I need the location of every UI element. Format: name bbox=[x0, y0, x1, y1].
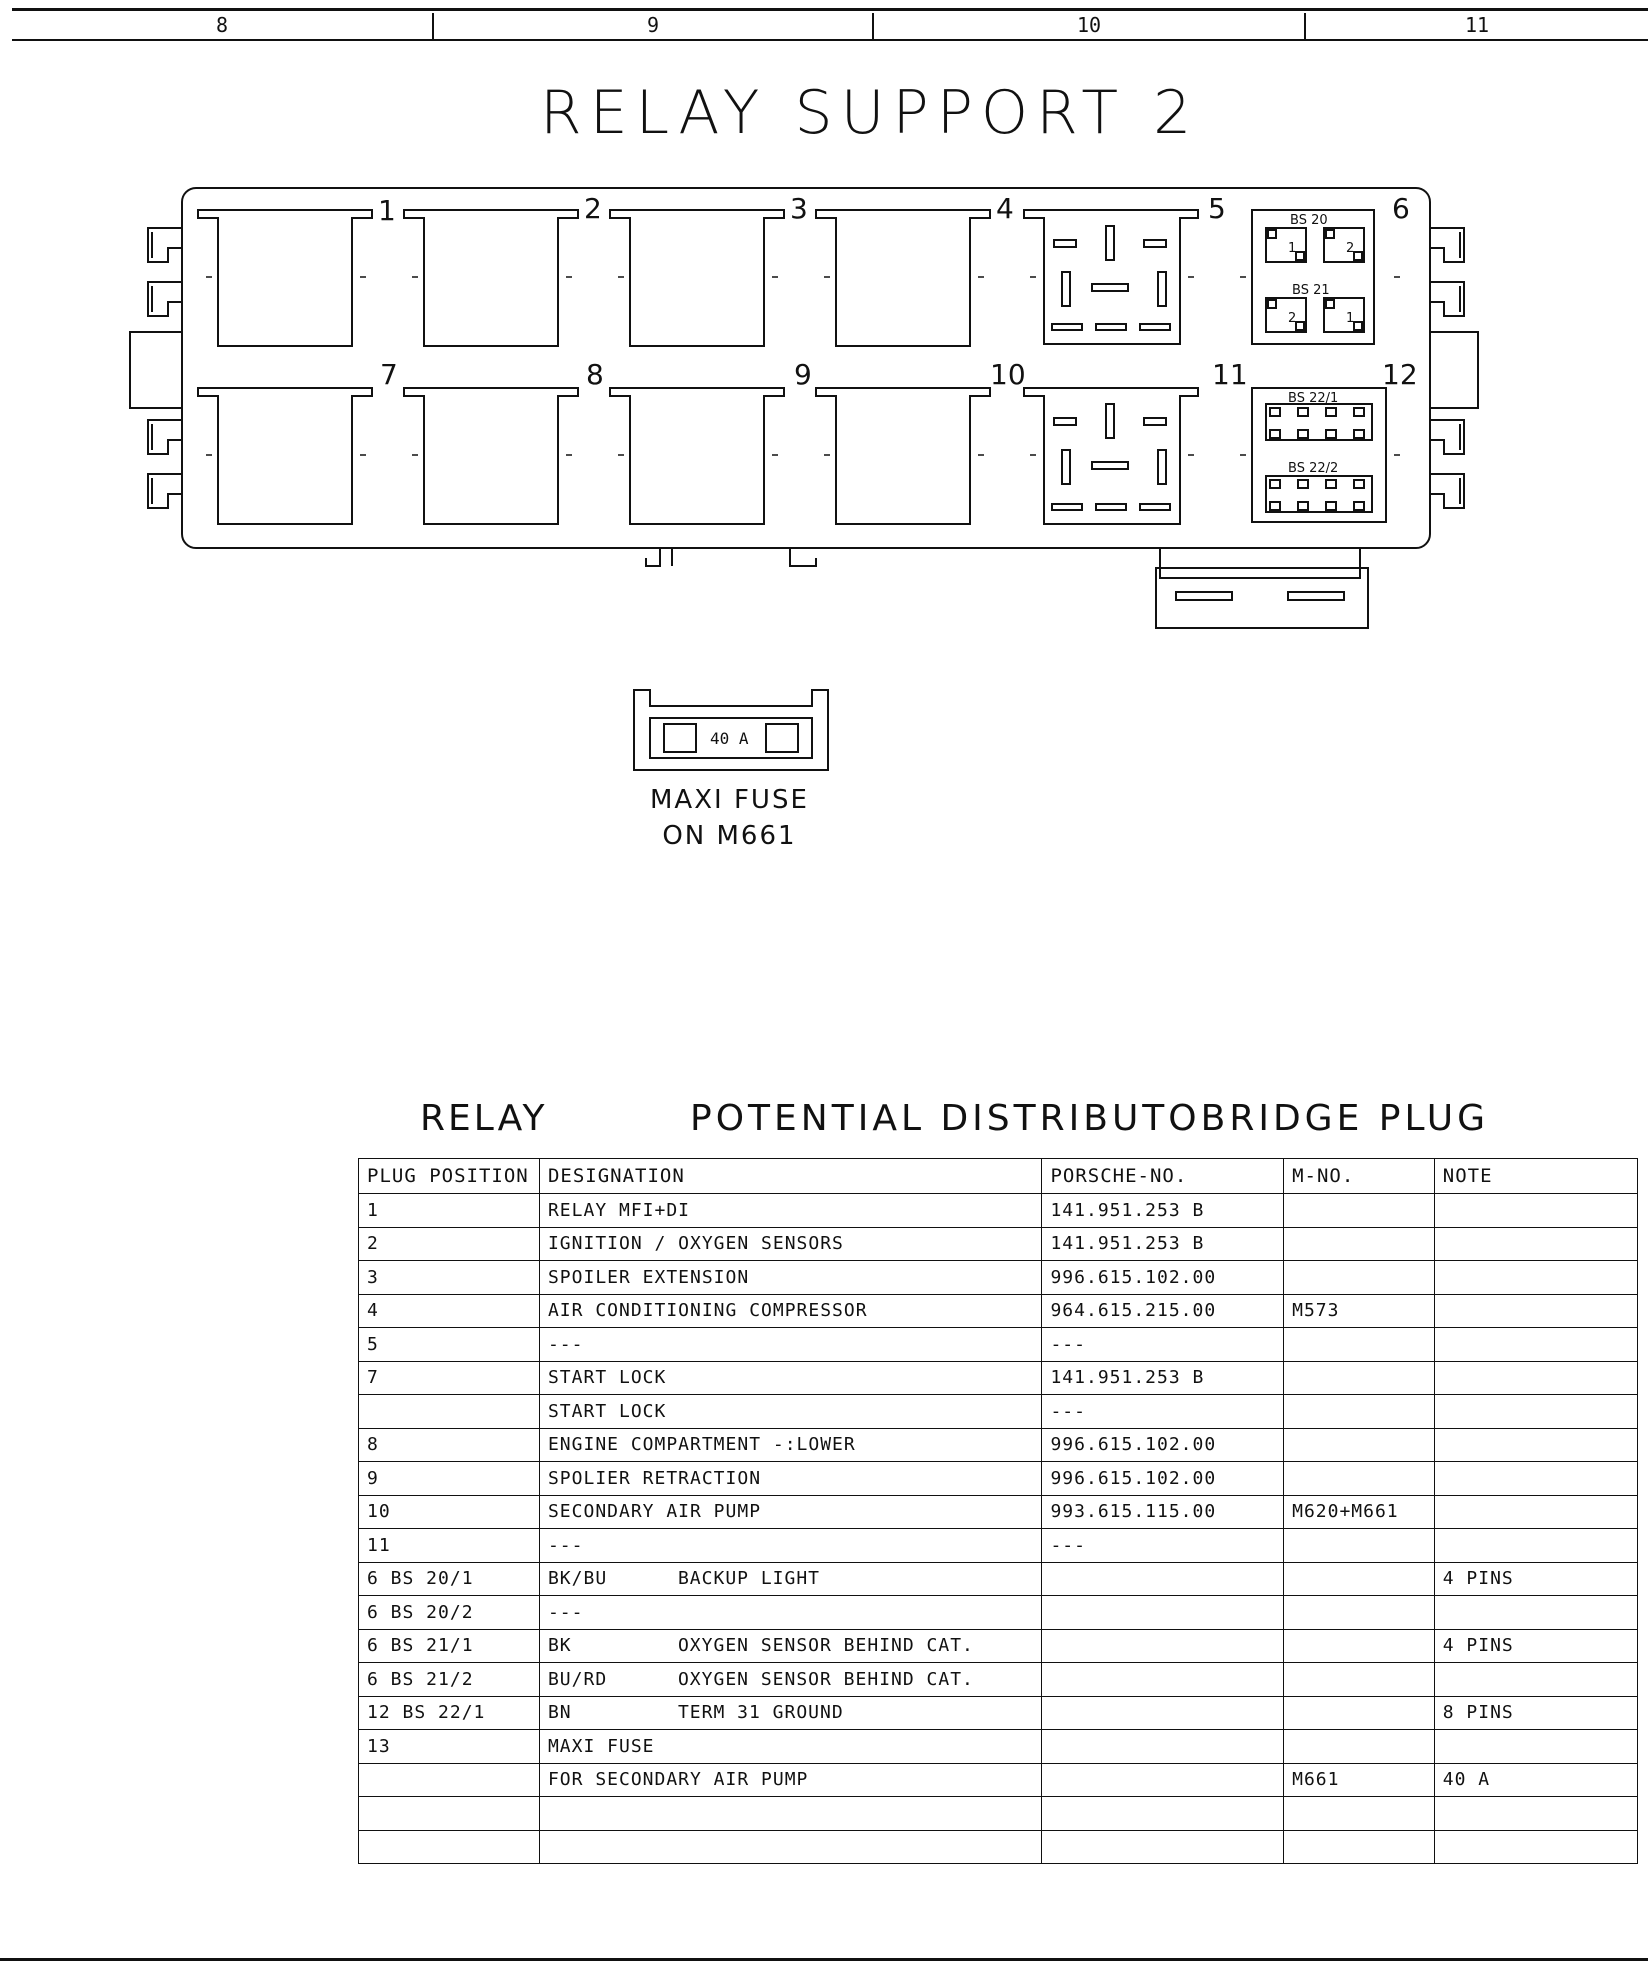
relay-label-5: 5 bbox=[1208, 192, 1226, 225]
wire-color: --- bbox=[547, 1601, 584, 1623]
relay-label-11: 11 bbox=[1212, 358, 1248, 391]
relay-support-diagram bbox=[0, 0, 1648, 900]
wire-designation: BACKUP LIGHT bbox=[677, 1568, 821, 1590]
cell-m-no bbox=[1284, 1797, 1435, 1831]
cell-m-no: M573 bbox=[1284, 1294, 1435, 1328]
cell-designation bbox=[539, 1596, 1042, 1630]
cell-plug-position: 6 BS 20/2 bbox=[359, 1596, 540, 1630]
cell-plug-position: 6 BS 20/1 bbox=[359, 1562, 540, 1596]
wire-color: BK bbox=[547, 1635, 572, 1657]
table-row bbox=[359, 1763, 1638, 1797]
relay-label-10: 10 bbox=[990, 358, 1026, 391]
plug-slot bbox=[1288, 592, 1344, 600]
table-row bbox=[359, 1663, 1638, 1697]
cell-porsche-no: --- bbox=[1042, 1529, 1284, 1563]
cell-plug-position: 11 bbox=[359, 1529, 540, 1563]
table-row bbox=[359, 1194, 1638, 1228]
table-row bbox=[359, 1227, 1638, 1261]
cell-designation bbox=[539, 1629, 1042, 1663]
cell-m-no bbox=[1284, 1830, 1435, 1864]
table-header-row bbox=[359, 1159, 1638, 1194]
cell-plug-position: 6 BS 21/1 bbox=[359, 1629, 540, 1663]
cell-plug-position: 5 bbox=[359, 1328, 540, 1362]
cell-m-no bbox=[1284, 1730, 1435, 1764]
relay-label-12: 12 bbox=[1382, 358, 1418, 391]
cell-note: 4 PINS bbox=[1434, 1629, 1637, 1663]
right-clip bbox=[1430, 474, 1464, 508]
cell-designation: --- bbox=[539, 1328, 1042, 1362]
cell-porsche-no: --- bbox=[1042, 1328, 1284, 1362]
table-row bbox=[359, 1462, 1638, 1496]
cell-designation: RELAY MFI+DI bbox=[539, 1194, 1042, 1228]
wire-designation: OXYGEN SENSOR BEHIND CAT. bbox=[677, 1635, 974, 1657]
wire-color: BU/RD bbox=[547, 1668, 608, 1690]
cell-note: 8 PINS bbox=[1434, 1696, 1637, 1730]
cell-designation: SPOLIER RETRACTION bbox=[539, 1462, 1042, 1496]
cell-designation: SECONDARY AIR PUMP bbox=[539, 1495, 1042, 1529]
cell-porsche-no bbox=[1042, 1763, 1284, 1797]
cell-plug-position: 8 bbox=[359, 1428, 540, 1462]
relay-label-2: 2 bbox=[584, 192, 602, 225]
table-row bbox=[359, 1562, 1638, 1596]
cell-porsche-no bbox=[1042, 1830, 1284, 1864]
column-8: 8 bbox=[215, 13, 229, 37]
cell-designation: START LOCK bbox=[539, 1395, 1042, 1429]
pin-label: 1 bbox=[1346, 311, 1355, 326]
cell-plug-position: 12 BS 22/1 bbox=[359, 1696, 540, 1730]
cell-plug-position: 10 bbox=[359, 1495, 540, 1529]
relay-socket-10 bbox=[816, 388, 990, 524]
cell-m-no bbox=[1284, 1395, 1435, 1429]
cell-porsche-no bbox=[1042, 1663, 1284, 1697]
cell-designation bbox=[539, 1562, 1042, 1596]
cell-m-no bbox=[1284, 1529, 1435, 1563]
relay-socket-8 bbox=[404, 388, 578, 524]
page-title: RELAY SUPPORT 2 bbox=[540, 78, 1200, 148]
column-11: 11 bbox=[1464, 13, 1490, 37]
cell-note bbox=[1434, 1361, 1637, 1395]
cell-note bbox=[1434, 1529, 1637, 1563]
cell-designation: AIR CONDITIONING COMPRESSOR bbox=[539, 1294, 1042, 1328]
cell-plug-position bbox=[359, 1763, 540, 1797]
cell-plug-position bbox=[359, 1797, 540, 1831]
maxi-fuse-caption-line1: MAXI FUSE bbox=[650, 785, 809, 815]
table-row bbox=[359, 1830, 1638, 1864]
wire-designation: OXYGEN SENSOR BEHIND CAT. bbox=[677, 1668, 974, 1690]
cell-porsche-no: 141.951.253 B bbox=[1042, 1361, 1284, 1395]
cell-m-no bbox=[1284, 1696, 1435, 1730]
cell-plug-position: 4 bbox=[359, 1294, 540, 1328]
table-row bbox=[359, 1730, 1638, 1764]
cell-m-no bbox=[1284, 1462, 1435, 1496]
right-connector bbox=[1430, 332, 1478, 408]
header-note: NOTE bbox=[1434, 1159, 1637, 1194]
table-heading-distributor: POTENTIAL DISTRIBUTOBRIDGE PLUG bbox=[690, 1098, 1489, 1139]
cell-designation bbox=[539, 1663, 1042, 1697]
bs-label-22-2: BS 22/2 bbox=[1288, 461, 1339, 476]
cell-porsche-no: --- bbox=[1042, 1395, 1284, 1429]
cell-porsche-no: 996.615.102.00 bbox=[1042, 1428, 1284, 1462]
cell-porsche-no bbox=[1042, 1596, 1284, 1630]
cell-porsche-no: 993.615.115.00 bbox=[1042, 1495, 1284, 1529]
left-connector bbox=[130, 332, 182, 408]
right-clip bbox=[1430, 420, 1464, 454]
cell-designation: START LOCK bbox=[539, 1361, 1042, 1395]
cell-porsche-no: 141.951.253 B bbox=[1042, 1227, 1284, 1261]
cell-designation: --- bbox=[539, 1529, 1042, 1563]
right-clip bbox=[1430, 282, 1464, 316]
cell-plug-position: 6 BS 21/2 bbox=[359, 1663, 540, 1697]
cell-plug-position bbox=[359, 1830, 540, 1864]
cell-m-no: M620+M661 bbox=[1284, 1495, 1435, 1529]
header-m-no: M-NO. bbox=[1284, 1159, 1435, 1194]
bs-label-20: BS 20 bbox=[1290, 213, 1328, 228]
cell-porsche-no bbox=[1042, 1797, 1284, 1831]
cell-m-no bbox=[1284, 1629, 1435, 1663]
relay-label-9: 9 bbox=[794, 358, 812, 391]
relay-label-8: 8 bbox=[586, 358, 604, 391]
plug-block-12 bbox=[1252, 388, 1386, 522]
cell-porsche-no: 964.615.215.00 bbox=[1042, 1294, 1284, 1328]
cell-designation bbox=[539, 1696, 1042, 1730]
cell-m-no bbox=[1284, 1194, 1435, 1228]
wire-designation: TERM 31 GROUND bbox=[677, 1702, 844, 1724]
table-row bbox=[359, 1596, 1638, 1630]
table-row bbox=[359, 1328, 1638, 1362]
cell-porsche-no: 996.615.102.00 bbox=[1042, 1261, 1284, 1295]
cell-designation bbox=[539, 1830, 1042, 1864]
cell-m-no bbox=[1284, 1227, 1435, 1261]
table-row bbox=[359, 1361, 1638, 1395]
table-row bbox=[359, 1629, 1638, 1663]
plug-block-6 bbox=[1252, 210, 1374, 344]
maxi-fuse-rating: 40 A bbox=[710, 729, 749, 748]
left-clip bbox=[148, 282, 182, 316]
relay-socket-1 bbox=[198, 210, 372, 346]
column-9: 9 bbox=[646, 13, 660, 37]
relay-socket-4 bbox=[816, 210, 990, 346]
table-row bbox=[359, 1428, 1638, 1462]
relay-label-3: 3 bbox=[790, 192, 808, 225]
cell-m-no: M661 bbox=[1284, 1763, 1435, 1797]
bottom-rule bbox=[0, 1958, 1648, 1961]
pin-label: 2 bbox=[1346, 241, 1355, 256]
cell-m-no bbox=[1284, 1328, 1435, 1362]
header-designation: DESIGNATION bbox=[539, 1159, 1042, 1194]
cell-note bbox=[1434, 1830, 1637, 1864]
right-clip bbox=[1430, 228, 1464, 262]
left-clip bbox=[148, 228, 182, 262]
cell-note bbox=[1434, 1462, 1637, 1496]
relay-socket-7 bbox=[198, 388, 372, 524]
wire-color: BN bbox=[547, 1702, 572, 1724]
table-row bbox=[359, 1696, 1638, 1730]
table-row bbox=[359, 1529, 1638, 1563]
cell-porsche-no bbox=[1042, 1696, 1284, 1730]
relay-label-1: 1 bbox=[378, 194, 396, 227]
table-row bbox=[359, 1294, 1638, 1328]
maxi-fuse-caption-line2: ON M661 bbox=[662, 821, 797, 851]
cell-m-no bbox=[1284, 1428, 1435, 1462]
cell-note bbox=[1434, 1663, 1637, 1697]
cell-m-no bbox=[1284, 1361, 1435, 1395]
cell-note bbox=[1434, 1395, 1637, 1429]
relay-label-6: 6 bbox=[1392, 192, 1410, 225]
cell-note bbox=[1434, 1294, 1637, 1328]
table-row bbox=[359, 1495, 1638, 1529]
cell-porsche-no: 141.951.253 B bbox=[1042, 1194, 1284, 1228]
column-10: 10 bbox=[1076, 13, 1102, 37]
relay-socket-11 bbox=[1024, 388, 1198, 524]
relay-socket-2 bbox=[404, 210, 578, 346]
relay-socket-5 bbox=[1024, 210, 1198, 344]
cell-note bbox=[1434, 1194, 1637, 1228]
bs-label-21: BS 21 bbox=[1292, 283, 1330, 298]
cell-plug-position: 1 bbox=[359, 1194, 540, 1228]
cell-m-no bbox=[1284, 1596, 1435, 1630]
cell-m-no bbox=[1284, 1261, 1435, 1295]
bottom-tab bbox=[646, 548, 672, 566]
cell-plug-position: 9 bbox=[359, 1462, 540, 1496]
cell-note bbox=[1434, 1797, 1637, 1831]
cell-m-no bbox=[1284, 1562, 1435, 1596]
cell-porsche-no bbox=[1042, 1629, 1284, 1663]
cell-note bbox=[1434, 1495, 1637, 1529]
cell-porsche-no: 996.615.102.00 bbox=[1042, 1462, 1284, 1496]
cell-note bbox=[1434, 1428, 1637, 1462]
pin-label: 1 bbox=[1288, 241, 1297, 256]
cell-designation bbox=[539, 1797, 1042, 1831]
cell-porsche-no bbox=[1042, 1562, 1284, 1596]
cell-note bbox=[1434, 1730, 1637, 1764]
cell-porsche-no bbox=[1042, 1730, 1284, 1764]
cell-designation: IGNITION / OXYGEN SENSORS bbox=[539, 1227, 1042, 1261]
bs-label-22-1: BS 22/1 bbox=[1288, 391, 1339, 406]
table-body bbox=[359, 1194, 1638, 1864]
relay-label-4: 4 bbox=[996, 192, 1014, 225]
cell-note: 4 PINS bbox=[1434, 1562, 1637, 1596]
table-heading-relay: RELAY bbox=[420, 1098, 548, 1139]
header-porsche-no: PORSCHE-NO. bbox=[1042, 1159, 1284, 1194]
cell-designation: ENGINE COMPARTMENT -:LOWER bbox=[539, 1428, 1042, 1462]
pin-label: 2 bbox=[1288, 311, 1297, 326]
cell-note bbox=[1434, 1596, 1637, 1630]
relay-label-7: 7 bbox=[380, 358, 398, 391]
cell-note bbox=[1434, 1261, 1637, 1295]
cell-designation: MAXI FUSE bbox=[539, 1730, 1042, 1764]
table-row bbox=[359, 1261, 1638, 1295]
table-row bbox=[359, 1797, 1638, 1831]
cell-note: 40 A bbox=[1434, 1763, 1637, 1797]
cell-designation: FOR SECONDARY AIR PUMP bbox=[539, 1763, 1042, 1797]
table-row bbox=[359, 1395, 1638, 1429]
relay-assignment-table bbox=[358, 1158, 1638, 1864]
plug-slot bbox=[1176, 592, 1232, 600]
cell-plug-position bbox=[359, 1395, 540, 1429]
bottom-tab bbox=[790, 548, 816, 566]
relay-socket-9 bbox=[610, 388, 784, 524]
cell-note bbox=[1434, 1328, 1637, 1362]
relay-socket-3 bbox=[610, 210, 784, 346]
header-plug-position: PLUG POSITION bbox=[359, 1159, 540, 1194]
cell-designation: SPOILER EXTENSION bbox=[539, 1261, 1042, 1295]
left-clip bbox=[148, 474, 182, 508]
cell-m-no bbox=[1284, 1663, 1435, 1697]
cell-plug-position: 13 bbox=[359, 1730, 540, 1764]
cell-plug-position: 2 bbox=[359, 1227, 540, 1261]
left-clip bbox=[148, 420, 182, 454]
bottom-plug bbox=[1160, 548, 1360, 578]
maxi-fuse-caption bbox=[650, 782, 809, 854]
cell-plug-position: 3 bbox=[359, 1261, 540, 1295]
cell-note bbox=[1434, 1227, 1637, 1261]
cell-plug-position: 7 bbox=[359, 1361, 540, 1395]
wire-color: BK/BU bbox=[547, 1568, 608, 1590]
